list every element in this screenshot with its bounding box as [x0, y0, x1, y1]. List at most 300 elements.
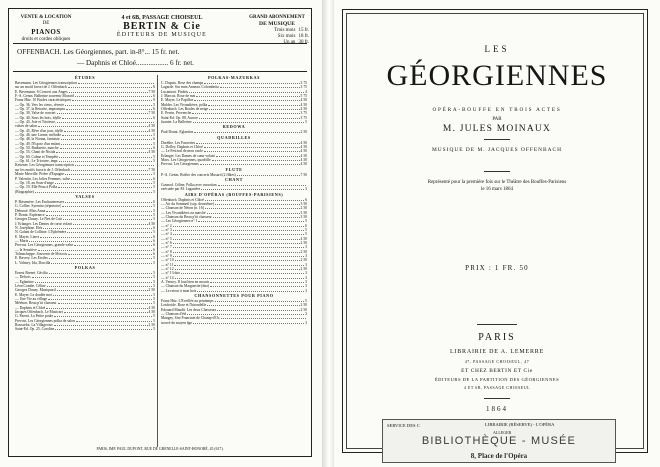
catalog-entry-price: 4 50: [300, 144, 307, 149]
dot-leader: [68, 252, 152, 255]
dot-leader: [173, 224, 304, 227]
catalog-entry-price: 4 50: [300, 107, 307, 111]
catalog-entry-price: 2 50: [300, 258, 307, 263]
catalog-entry-title: — Op. 40, Sous les bois, idylle: [15, 115, 61, 120]
catalog-entry-price: 4 50: [148, 310, 155, 314]
catalog-entry-title: Saint-Éd. Op. 88, Aurore: [161, 115, 198, 120]
dot-leader: [75, 94, 152, 97]
dot-leader: [173, 241, 300, 244]
catalog-entry-price: 4 50: [148, 150, 155, 155]
title-article: LES: [484, 44, 510, 54]
catalog-entry-title: Saint-Éd. Op. 25, Caroline: [15, 327, 55, 332]
catalog-entry-price: 5 75: [300, 93, 307, 98]
catalog-entry-title: — Op. 55, Chant de Nisida: [15, 150, 56, 155]
catalog-entry-price: 4 50: [148, 124, 155, 129]
catalog-entry-price: 3 50: [300, 214, 307, 219]
catalog-entry-title: Offenbach. Daphnis et Chloé: [161, 197, 204, 202]
catalog-entry-title: P. Valentin. Les Jolies Femmes, valse: [15, 176, 71, 181]
catalog-entry-title: E. Ravery. Les Étoiles: [15, 256, 48, 261]
catalog-entry-price: 4 50: [300, 236, 307, 241]
dot-leader: [62, 204, 152, 207]
dot-leader: [58, 185, 152, 188]
subscription-price: 30 fr.: [298, 40, 309, 46]
dot-leader: [59, 159, 152, 162]
catalog-entry-price: 6: [153, 234, 155, 239]
dot-leader: [76, 319, 152, 322]
dot-leader: [57, 288, 148, 291]
catalog-entry-title: — Les Vivandières au marché: [161, 210, 206, 215]
catalog-entry-price: 4 50: [300, 153, 307, 158]
catalog-entry: [161, 130, 307, 134]
dot-leader: [65, 200, 152, 203]
header-left-line-2: DE: [42, 21, 50, 27]
subtitle: OPÉRA-BOUFFE EN TROIS ACTES: [432, 107, 562, 113]
dot-leader: [54, 323, 148, 326]
catalog-entry-title: — Chanson du Beau p'tit chasseur: [161, 214, 212, 219]
catalog-entry-title: G. Collier. Syrenita (répertoire): [15, 204, 62, 209]
catalog-entry-title: G. Parent. La Petite poule: [15, 314, 54, 319]
catalog-entry-price: 3 50: [300, 210, 307, 215]
dot-leader: [194, 130, 299, 133]
dot-leader: [78, 81, 154, 84]
dot-leader: [181, 271, 304, 274]
catalog-entry-price: 3: [305, 253, 307, 258]
catalog-entry-title: Marie Merville. Prière d'Espagne: [15, 172, 64, 177]
dot-leader: [196, 94, 299, 97]
catalog-entry-title: Franz Hitz. L'Éveillée au printemps: [161, 299, 214, 303]
dot-leader: [208, 103, 299, 106]
catalog-column-right: [161, 75, 307, 415]
catalog-entry-price: 5: [153, 159, 155, 164]
library-stamp: [382, 419, 616, 463]
dot-leader: [46, 306, 147, 309]
catalog-entry-price: 3: [305, 288, 307, 293]
catalog-entry-price: 5: [153, 327, 155, 332]
dot-leader: [54, 314, 152, 317]
title-rule: [484, 139, 510, 140]
offenbach-divider: [13, 71, 307, 72]
catalog-entry-price: 3: [305, 284, 307, 289]
subscription-price: 15 fr.: [298, 27, 309, 33]
dot-leader: [46, 213, 153, 216]
catalog-entry-price: 5: [153, 204, 155, 209]
dot-leader: [67, 230, 152, 233]
dot-leader: [49, 256, 152, 259]
catalog-entry-title: — Daphnis et Chloé: [15, 305, 46, 310]
catalog-entry-title: E. Bavemann. 6 Concert aux Anges: [15, 89, 68, 94]
dot-leader: [198, 219, 304, 222]
catalog-entry-title: Juanier. La Ballerine: [161, 120, 192, 125]
dot-leader: [48, 297, 152, 300]
catalog-entry-title: Prevost. Les Géorgiennes, grande valse: [15, 243, 74, 248]
catalog-entry-price: 6: [153, 176, 155, 181]
catalog-entry-price: 5: [153, 189, 155, 194]
catalog-entry-title: Marx. Les Géorgiennes, quadrille: [161, 157, 211, 162]
catalog-entry-price: 5: [153, 212, 155, 217]
catalog-entry-title: Lagarde. Sur mon Anneau. Colombetta: [161, 85, 219, 90]
dot-leader: [175, 276, 305, 279]
dot-leader: [197, 289, 304, 292]
dot-leader: [174, 263, 304, 266]
subscription-price: 18 fr.: [298, 33, 309, 39]
catalog-section-title: QUADRILLES: [217, 134, 251, 140]
catalog-entry-price: 5: [153, 180, 155, 185]
dot-leader: [213, 215, 300, 218]
stamp-main: BIBLIOTHÈQUE - MUSÉE: [421, 435, 577, 447]
catalog-entry-price: 6: [153, 137, 155, 142]
catalog-entry-price: 6: [153, 247, 155, 252]
stamp-top-row: [387, 422, 609, 430]
catalog-entry-price: 5: [153, 296, 155, 301]
dot-leader: [51, 261, 152, 264]
catalog-entry-title: N. Joséphine. Éléa: [15, 225, 43, 230]
catalog-entry-price: 4 50: [300, 162, 307, 167]
catalog-entry-title: — Op. 60, Calme et Tempête: [15, 154, 59, 159]
catalog-entry-price: 6: [305, 197, 307, 202]
publisher-address: 47, PASSAGE CHOISEUL, 47: [464, 359, 530, 364]
catalog-entry-title: trouvé du moyen âge: [161, 320, 193, 325]
catalog-section-title: CHANSONNETTES POUR PIANO: [194, 293, 274, 299]
dot-leader: [193, 120, 305, 123]
catalog-entry-title: — n° 12: [161, 267, 174, 271]
catalog-entry-title: Erlanger. Les Dames de cœur volant: [161, 153, 215, 158]
price: PRIX : 1 FR. 50: [465, 264, 529, 272]
header-left-line-1: VENTE & LOCATION: [20, 15, 72, 20]
left-page-frame: [8, 8, 312, 457]
dot-leader: [64, 310, 147, 313]
catalog-entry-title: — n° 11: [161, 262, 174, 267]
dot-leader: [75, 163, 154, 166]
catalog-entry-price: 2 50: [148, 288, 155, 293]
catalog-section-title: AIRS D'OPÉRAS (BOUFFES-PARISIENS): [184, 191, 284, 197]
catalog-entry-title: — Op. 45, Rêve d'un jour, idylle: [15, 128, 64, 133]
catalog-section-title: POLKAS-MAZURKAS: [207, 75, 261, 80]
header-publisher-name: BERTIN & Cie: [123, 21, 201, 33]
catalog-entry-price: 5: [153, 279, 155, 284]
catalog-entry-price: 5: [153, 314, 155, 319]
catalog-entry-price: 7 50: [148, 167, 155, 172]
offenbach-line: OFFENBACH. Les Géorgiennes, part. in-8°... 15 fr. net.: [17, 48, 180, 56]
catalog-entry-title: Prevost. Les Géorgiennes polka de salon: [15, 318, 75, 323]
catalog-entry-title: — n° 7: [161, 245, 172, 250]
catalog-entry-price: 3 75: [300, 85, 307, 90]
dot-leader: [173, 245, 304, 248]
catalog-entry: [161, 162, 307, 166]
main-title: GÉORGIENNES: [386, 59, 608, 92]
catalog-entry-price: 5: [305, 232, 307, 237]
catalog-entry-price: 5: [153, 275, 155, 280]
premiere-line: Représenté pour la première fois sur le Théâtre des Bouffes-Parisiens: [427, 180, 567, 185]
dot-leader: [173, 254, 304, 257]
header-right: [245, 15, 309, 46]
catalog-section-title: POLKAS: [74, 264, 96, 270]
catalog-entry-price: 6: [153, 225, 155, 230]
catalog-entry: [161, 187, 307, 191]
catalog-entry-title: — Chanson d'été: [161, 312, 187, 317]
dot-leader: [35, 280, 152, 283]
catalog-entry-price: 4 50: [148, 305, 155, 310]
catalog-entry-price: 6: [153, 85, 155, 90]
left-page: [0, 0, 322, 467]
dot-leader: [57, 111, 148, 114]
catalog-entry-title: — Op. 61, Le Tricorne, impr.: [15, 159, 59, 164]
catalog-entry-price: 2 50: [148, 323, 155, 328]
catalog-entry-price: 2 50: [300, 130, 307, 135]
catalog-entry-title: — Op. 39, Valse de concert: [15, 111, 56, 116]
catalog-entry-title: — Op. 19, Elle Peau à Polka: [15, 185, 58, 190]
dot-leader: [187, 312, 304, 315]
catalog-entry-title: — Les Géorgiennes n° 1: [161, 219, 198, 224]
catalog-entry-price: 5: [153, 133, 155, 138]
author: M. JULES MOINAUX: [442, 124, 552, 134]
catalog-entry-title: valses de salon: [15, 124, 38, 129]
catalog-entry-title: — Delacis: [15, 275, 31, 280]
dot-leader: [218, 183, 306, 186]
subscription-term: Trois mois: [274, 27, 296, 33]
catalog-entry-title: — la Sensitive: [15, 247, 37, 252]
catalog-entry-title: — Op. 18, au Sous-d'ange: [15, 180, 54, 185]
dot-leader: [207, 303, 299, 306]
stamp-sub: ALLEGER: [493, 430, 512, 435]
dot-leader: [194, 98, 299, 101]
dot-leader: [204, 145, 300, 148]
catalog-entry-title: Gounod. Céline, Polka avec narration,: [161, 182, 218, 187]
dot-leader: [207, 211, 300, 214]
dot-leader: [210, 284, 304, 287]
subscription-term: Un an: [283, 40, 296, 46]
catalog-entry-price: 3: [305, 312, 307, 317]
catalog-entry-title: G. Dolley. Daphnis et Chloé: [161, 144, 203, 149]
catalog-entry-title: — Op. 36, Vers les cieux, rêverie: [15, 102, 64, 107]
catalog-entry-price: 5: [153, 185, 155, 190]
city: PARIS: [478, 332, 516, 343]
catalog-section-title: CHANT: [224, 176, 244, 182]
dot-leader: [237, 173, 300, 176]
catalog-entry-title: Georges Douay. Musiquard: [15, 288, 56, 293]
catalog-entry-title: — Op. 48, la Norma, fantaisie: [15, 137, 60, 142]
catalog-entry-title: A. Vernoy. Il faut bien en mourir: [161, 280, 210, 285]
catalog-entry-title: sur un motif favori de J. Offenbach: [15, 85, 67, 90]
dot-leader: [74, 243, 152, 246]
catalog-entry-price: 5: [153, 154, 155, 159]
catalog-entry-title: — Op. 50, Badinerie, marche: [15, 146, 59, 151]
catalog-entry-title: — Op. 37, la Retraite, impromptu: [15, 107, 65, 111]
dot-leader: [69, 90, 148, 93]
catalog-entry-price: 5: [153, 318, 155, 323]
dot-leader: [175, 258, 300, 261]
catalog-entry-price: 3 50: [300, 201, 307, 206]
dot-leader: [173, 237, 300, 240]
catalog-entry-title: — n° 3: [161, 227, 172, 232]
catalog-entry-title: sur les motifs favoris de J. Offenbach: [15, 167, 71, 172]
catalog-entry-price: 5: [153, 102, 155, 107]
catalog-entry-price: 5: [305, 227, 307, 232]
catalog-entry-price: 6: [153, 107, 155, 111]
publisher-name: LIBRAIRIE DE A. LEMERRE: [449, 349, 545, 355]
catalog-entry-title: Georges Douay. Le Nez de Cuir: [15, 217, 63, 222]
catalog-entry-title: E. Mayer. Lierre: [15, 234, 40, 239]
catalog-entry-title: Léon Combe. Céline: [15, 283, 46, 288]
catalog-entry-title: P.-A. Genin. Boléro des concerts Musard (2 flûtes): [161, 172, 236, 177]
catalog-entry-title: Tolmacheppe. Souvenir de Moscou: [15, 251, 68, 256]
dot-leader: [212, 158, 300, 161]
dot-leader: [56, 150, 147, 153]
header-right-line-2: DE MUSIQUE: [259, 21, 295, 28]
catalog-entry-title: Paul Donat. Églantine: [161, 130, 194, 135]
catalog-entry-price: 5: [153, 256, 155, 261]
catalog-entry-price: 2 50: [300, 206, 307, 211]
catalog-entry-title: — n° 6: [161, 240, 172, 245]
title-rule: [484, 398, 510, 399]
dot-leader: [68, 85, 152, 88]
book-gutter: [322, 0, 334, 467]
catalog-entry-title: P. Donat. Espérance: [15, 212, 45, 217]
catalog-entry-title: Edouard Maudit. Les deux Chasseurs: [161, 307, 217, 312]
catalog-entry-price: 3: [305, 187, 307, 192]
dot-leader: [216, 154, 300, 157]
catalog-entry-price: 6: [153, 146, 155, 151]
catalog-entry-price: 2 50: [300, 307, 307, 312]
catalog-column-left: [15, 75, 155, 415]
dot-leader: [65, 172, 152, 175]
catalog-entry-title: Méehon. Beau p'tit chasseur: [15, 301, 57, 306]
catalog-entry-price: 3 75: [300, 111, 307, 116]
header-left-pianos: PIANOS: [31, 27, 61, 36]
column-divider: [157, 75, 158, 447]
catalog-section-title: ÉTUDES: [74, 75, 96, 80]
dot-leader: [55, 327, 152, 330]
catalog-entry-price: 7 50: [148, 89, 155, 94]
catalog-entry-price: 3: [305, 245, 307, 250]
dot-leader: [175, 267, 300, 270]
catalog-entry-title: Bavemann. Les Géorgiennes transcription: [15, 80, 77, 85]
catalog-entry-title: E. Perrin. Pervenche: [161, 111, 192, 116]
catalog-entry-title: — Air du Sommeil (sop. deuxième): [161, 201, 214, 206]
catalog-entry-price: 4 50: [300, 98, 307, 103]
catalog-entry-title: Ernest Brenet. Gécilia: [15, 270, 48, 275]
catalog-entry-price: 4 50: [300, 140, 307, 145]
composer-line: MUSIQUE DE M. JACQUES OFFENBACH: [432, 147, 562, 153]
catalog-entry-title: C. Dupuis. Rose des champs: [161, 80, 204, 85]
dot-leader: [210, 280, 304, 283]
dot-leader: [71, 177, 152, 180]
catalog-entry-title: — n° 13 duo: [161, 271, 180, 276]
catalog-entry-price: 7 50: [300, 172, 307, 177]
catalog-entry-title: — Chanson de Néron (n. 16): [161, 206, 204, 211]
header-left-line-4: droits et cordes obliques: [21, 36, 71, 42]
dot-leader: [173, 228, 304, 231]
catalog-entry-price: 2 50: [300, 240, 307, 245]
header-address: 4 et 6B, PASSAGE CHOISEUL: [121, 15, 203, 21]
dot-leader: [215, 202, 300, 205]
dot-leader: [64, 129, 147, 132]
header-right-line-1: GRAND ABONNEMENT: [249, 15, 305, 20]
catalog-entry-price: 3: [305, 280, 307, 285]
catalog-entry-title: J. Marcus. Rose de mai: [161, 93, 196, 98]
catalog-section-title: REDOWA: [222, 124, 246, 130]
catalog-entry-title: exécutée par M. Laganière: [161, 187, 201, 192]
catalog-entry-title: — n° 10: [161, 258, 174, 263]
dot-leader: [189, 90, 304, 93]
dot-leader: [63, 217, 152, 220]
catalog-entry-title: Offenbach. Les Boules de neige: [161, 107, 209, 111]
catalog-entry-price: 5: [153, 141, 155, 146]
dot-leader: [59, 155, 152, 158]
catalog-entry-price: 6: [153, 251, 155, 256]
catalog-entry-price: 5: [153, 270, 155, 275]
catalog-entry-title: — n° 5: [161, 236, 172, 241]
dot-leader: [43, 226, 152, 229]
publication-year: 1864: [486, 405, 508, 413]
catalog-entry-price: 5: [305, 219, 307, 224]
dot-leader: [221, 316, 306, 319]
catalog-entry-title: — Op. 46, une Larme, mélodie: [15, 133, 62, 138]
dot-leader: [192, 111, 299, 114]
catalog-entry-price: 6: [153, 243, 155, 248]
catalog-entry-price: 5: [153, 208, 155, 213]
dot-leader: [29, 239, 152, 242]
catalog-entry-title: E. Mayer. Le double mot: [15, 292, 52, 297]
premiere-date: le 16 mars 1864: [480, 187, 514, 192]
catalog-entry-price: 2 50: [300, 303, 307, 308]
catalog-entry-title: Mangey. Sire Francinet de Champ-d'Or,: [161, 316, 220, 321]
dot-leader: [173, 250, 300, 253]
dot-leader: [57, 120, 154, 123]
catalog-entry-title: E. Mayer. Le Papillon: [161, 98, 194, 103]
dot-leader: [46, 209, 152, 212]
catalog-entry-title: Franz Hitz. 10 Études caractéristiques: [15, 98, 72, 103]
catalog-entry-title: Mulder. Les Vivandières, polka: [161, 102, 208, 107]
catalog-entry-price: 9: [153, 98, 155, 103]
title-rule: [484, 171, 510, 172]
catalog-entry-title: — Le Festival de mon oncle: [161, 149, 203, 154]
catalog-entry-title: — Op. 43, Joie et Tristesse,: [15, 120, 56, 125]
catalog-entry-price: 6: [153, 115, 155, 120]
catalog-entry-price: 6: [153, 199, 155, 204]
subscription-term: Six mois: [277, 33, 296, 39]
dot-leader: [61, 137, 153, 140]
catalog-entry-title: — Une Vie au village: [15, 296, 48, 301]
catalog-entry-price: 7 50: [148, 111, 155, 116]
catalog-entry-price: 4 50: [148, 128, 155, 133]
catalog-entry-title: — Marie: [15, 238, 29, 243]
catalog-entry-price: 2 50: [300, 249, 307, 254]
dot-leader: [60, 146, 153, 149]
catalog-entry-title: Duréthe. Les Fauvettes: [161, 140, 196, 145]
co-publisher-address: 4 ET 6B, PASSAGE CHOISEUL: [463, 385, 531, 390]
catalog-entry-title: J. Erlanger. Les Dames de cœur volant: [15, 221, 72, 226]
dot-leader: [199, 116, 300, 119]
catalog-entry-title: Rousselot. La Villageoise: [15, 323, 53, 328]
dot-leader: [205, 198, 304, 201]
catalog-entry-price: 4 50: [300, 157, 307, 162]
dot-leader: [49, 271, 152, 274]
header-left: [15, 15, 77, 43]
dot-leader: [47, 284, 153, 287]
catalog-entry-price: 5: [153, 283, 155, 288]
dot-leader: [40, 235, 152, 238]
catalog-entry-title: — n° 9: [161, 253, 172, 258]
catalog-entry-price: 3 75: [300, 80, 307, 85]
catalog-entry-title: L. Valmey. Ida, Darcilla: [15, 260, 51, 265]
dot-leader: [204, 149, 300, 152]
dot-leader: [196, 141, 299, 144]
dot-leader: [32, 275, 152, 278]
catalog-entry-title: Lucantoni. Pinbits: [161, 89, 189, 94]
catalog-entry-title: — Le retour à mon bois: [161, 288, 197, 293]
printer-footer: PARIS, IMP. PAUL DUPONT, RUE DE GRENELLE-SAINT-HONORÉ, 45 (617).: [96, 447, 224, 451]
stamp-top-left: SERVICE DES C: [387, 423, 420, 428]
